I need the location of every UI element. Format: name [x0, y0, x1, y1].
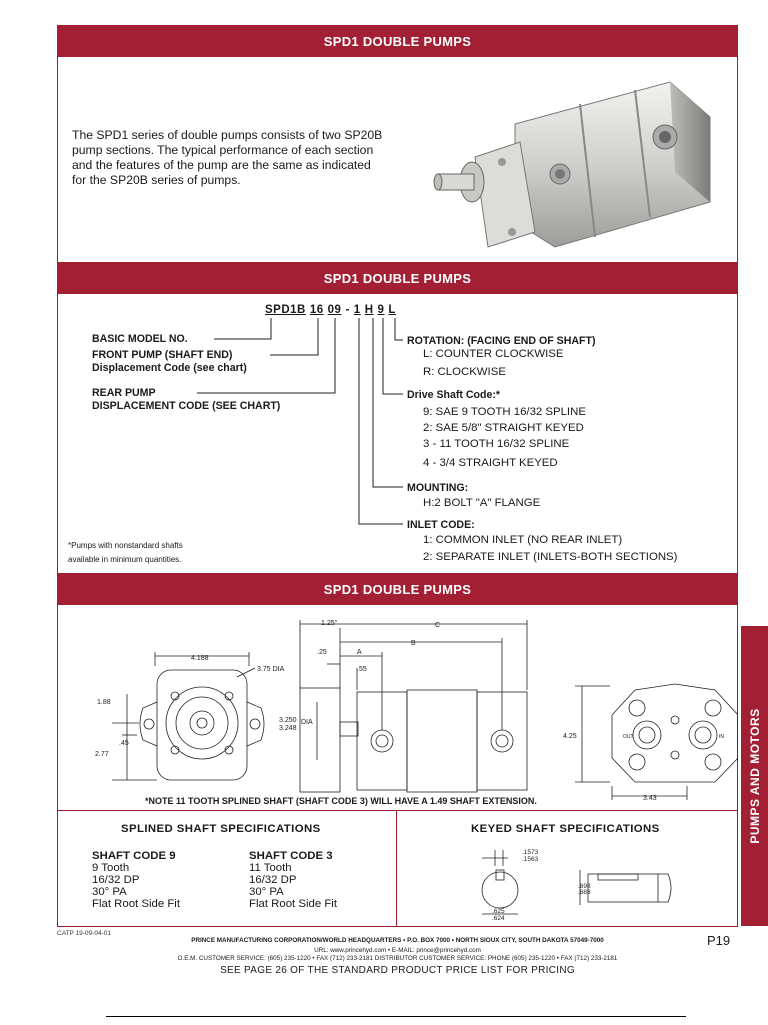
mounting-title: MOUNTING: — [407, 482, 469, 494]
dim-3248: 3.248 — [279, 725, 297, 732]
dim-624: .624 — [492, 915, 505, 922]
port-in: IN — [719, 734, 724, 740]
label-front-pump: FRONT PUMP (SHAFT END) — [92, 349, 233, 361]
dim-c: C — [435, 622, 441, 629]
inlet-item: 2: SEPARATE INLET (INLETS-BOTH SECTIONS) — [423, 551, 678, 563]
label-front-displacement: Displacement Code (see chart) — [92, 362, 247, 374]
side-tab-pumps-motors — [741, 626, 768, 926]
keyed-shaft-drawing — [470, 840, 690, 922]
label-rear-pump: REAR PUMP — [92, 387, 156, 399]
catalog-code: CATP 19-09-04-01 — [57, 930, 111, 937]
shaft-extension-note: *NOTE 11 TOOTH SPLINED SHAFT (SHAFT CODE 3) WILL HAVE A 1.49 SHAFT EXTENSION. — [145, 796, 537, 806]
keyed-heading: KEYED SHAFT SPECIFICATIONS — [471, 823, 660, 835]
footer-web: URL: www.princehyd.com • E-MAIL: prince@princehyd.com — [314, 947, 481, 954]
dim-625: .625 — [492, 908, 505, 915]
port-out: OUT — [623, 734, 634, 740]
drive-shaft-item: 3 - 11 TOOTH 16/32 SPLINE — [423, 438, 570, 450]
spec-line: 30° PA — [92, 886, 127, 898]
drive-shaft-title: Drive Shaft Code:* — [407, 389, 501, 401]
label-basic-model: BASIC MODEL NO. — [92, 333, 188, 345]
dim-1573: .1573 — [522, 849, 539, 856]
rotation-ccw: L: COUNTER CLOCKWISE — [423, 348, 564, 360]
intro-text: The SPD1 series of double pumps consists of two SP20B pump sections. The typical performance of each section and the features of the pump are the same as indicated for the SP20B series of pumps. — [72, 128, 383, 187]
rotation-cw: R: CLOCKWISE — [423, 366, 506, 378]
side-tab-label: PUMPS AND MOTORS — [747, 708, 762, 844]
dim-45: .45 — [119, 740, 129, 747]
dim-698: .698 — [578, 883, 591, 890]
model-part-basic: SPD1B — [265, 304, 306, 316]
dim-25: .25 — [317, 649, 327, 656]
model-part-rotation: L — [388, 304, 396, 316]
rear-view-drawing — [575, 684, 738, 800]
pricing-note: SEE PAGE 26 OF THE STANDARD PRODUCT PRICE LIST FOR PRICING — [220, 965, 575, 976]
footnote-line: available in minimum quantities. — [68, 555, 182, 564]
drive-shaft-item: 2: SAE 5/8" STRAIGHT KEYED — [423, 422, 584, 434]
dim-375-dia: 3.75 DIA — [257, 666, 285, 673]
spec-line: Flat Root Side Fit — [92, 898, 180, 910]
dim-343: 3.43 — [643, 795, 657, 802]
dim-277: 2.77 — [95, 751, 109, 758]
model-part-mounting: H — [364, 304, 374, 316]
drive-shaft-item: 9: SAE 9 TOOTH 16/32 SPLINE — [423, 406, 586, 418]
dim-dia: DIA — [301, 719, 313, 726]
dimension-drawings — [57, 610, 738, 810]
inlet-item: 1: COMMON INLET (NO REAR INLET) — [423, 534, 623, 546]
section-title: SPD1 DOUBLE PUMPS — [323, 270, 472, 286]
dim-a: A — [357, 649, 362, 656]
spec-line: 11 Tooth — [249, 862, 292, 874]
rotation-title: ROTATION: (FACING END OF SHAFT) — [407, 335, 596, 347]
model-part-shaft: 9 — [377, 304, 385, 316]
splined-heading: SPLINED SHAFT SPECIFICATIONS — [121, 823, 321, 835]
model-part-dash: - — [345, 304, 350, 316]
drive-shaft-item: 4 - 3/4 STRAIGHT KEYED — [423, 457, 558, 469]
spec-line: 30° PA — [249, 886, 284, 898]
spec-line: 16/32 DP — [249, 874, 297, 886]
shaft-code-9-spec — [92, 850, 180, 910]
page-number: P19 — [707, 933, 731, 948]
footnote-line: *Pumps with nonstandard shafts — [68, 541, 183, 550]
shaft-code-9-title: SHAFT CODE 9 — [92, 850, 176, 862]
front-view-drawing — [112, 652, 264, 780]
dim-125: 1.25" — [321, 620, 338, 627]
dim-188: 1.88 — [97, 699, 111, 706]
footer-service: O.E.M. CUSTOMER SERVICE: (605) 235-1220 • FAX (712) 233-2181 DISTRIBUTOR CUSTOMER SERVICE: PHONE (605) 235-1220 • FAX (712) 233-2181 — [177, 955, 618, 962]
spec-line: 16/32 DP — [92, 874, 140, 886]
model-part-rear: 09 — [327, 304, 342, 316]
dim-688: .688 — [578, 889, 591, 896]
spec-line: 9 Tooth — [92, 862, 130, 874]
dim-3250: 3.250 — [279, 717, 297, 724]
shaft-code-3-title: SHAFT CODE 3 — [249, 850, 333, 862]
model-part-front: 16 — [309, 304, 324, 316]
label-rear-displacement: DISPLACEMENT CODE (SEE CHART) — [92, 400, 281, 412]
section-header-drawings — [57, 573, 738, 605]
section-title: SPD1 DOUBLE PUMPS — [323, 581, 472, 597]
footnote — [68, 539, 183, 567]
model-part-inlet: 1 — [353, 304, 361, 316]
section-title: SPD1 DOUBLE PUMPS — [323, 33, 472, 49]
inlet-title: INLET CODE: — [407, 519, 475, 531]
spec-line: Flat Root Side Fit — [249, 898, 337, 910]
dim-1563: .1563 — [522, 856, 539, 863]
footer-address: PRINCE MANUFACTURING CORPORATION/WORLD HEADQUARTERS • P.O. BOX 7000 • NORTH SIOUX CITY, SOUTH DAKOTA 57049-7000 — [191, 937, 604, 944]
dim-b: B — [411, 640, 416, 647]
spec-divider-top — [57, 810, 738, 811]
spec-divider-vertical — [396, 810, 397, 927]
dim-425: 4.25 — [563, 733, 577, 740]
shaft-code-3-spec — [249, 850, 337, 910]
dim-4188: 4.188 — [191, 655, 209, 662]
dim-55: .55 — [357, 666, 367, 673]
mounting-item: H:2 BOLT "A" FLANGE — [423, 497, 541, 509]
